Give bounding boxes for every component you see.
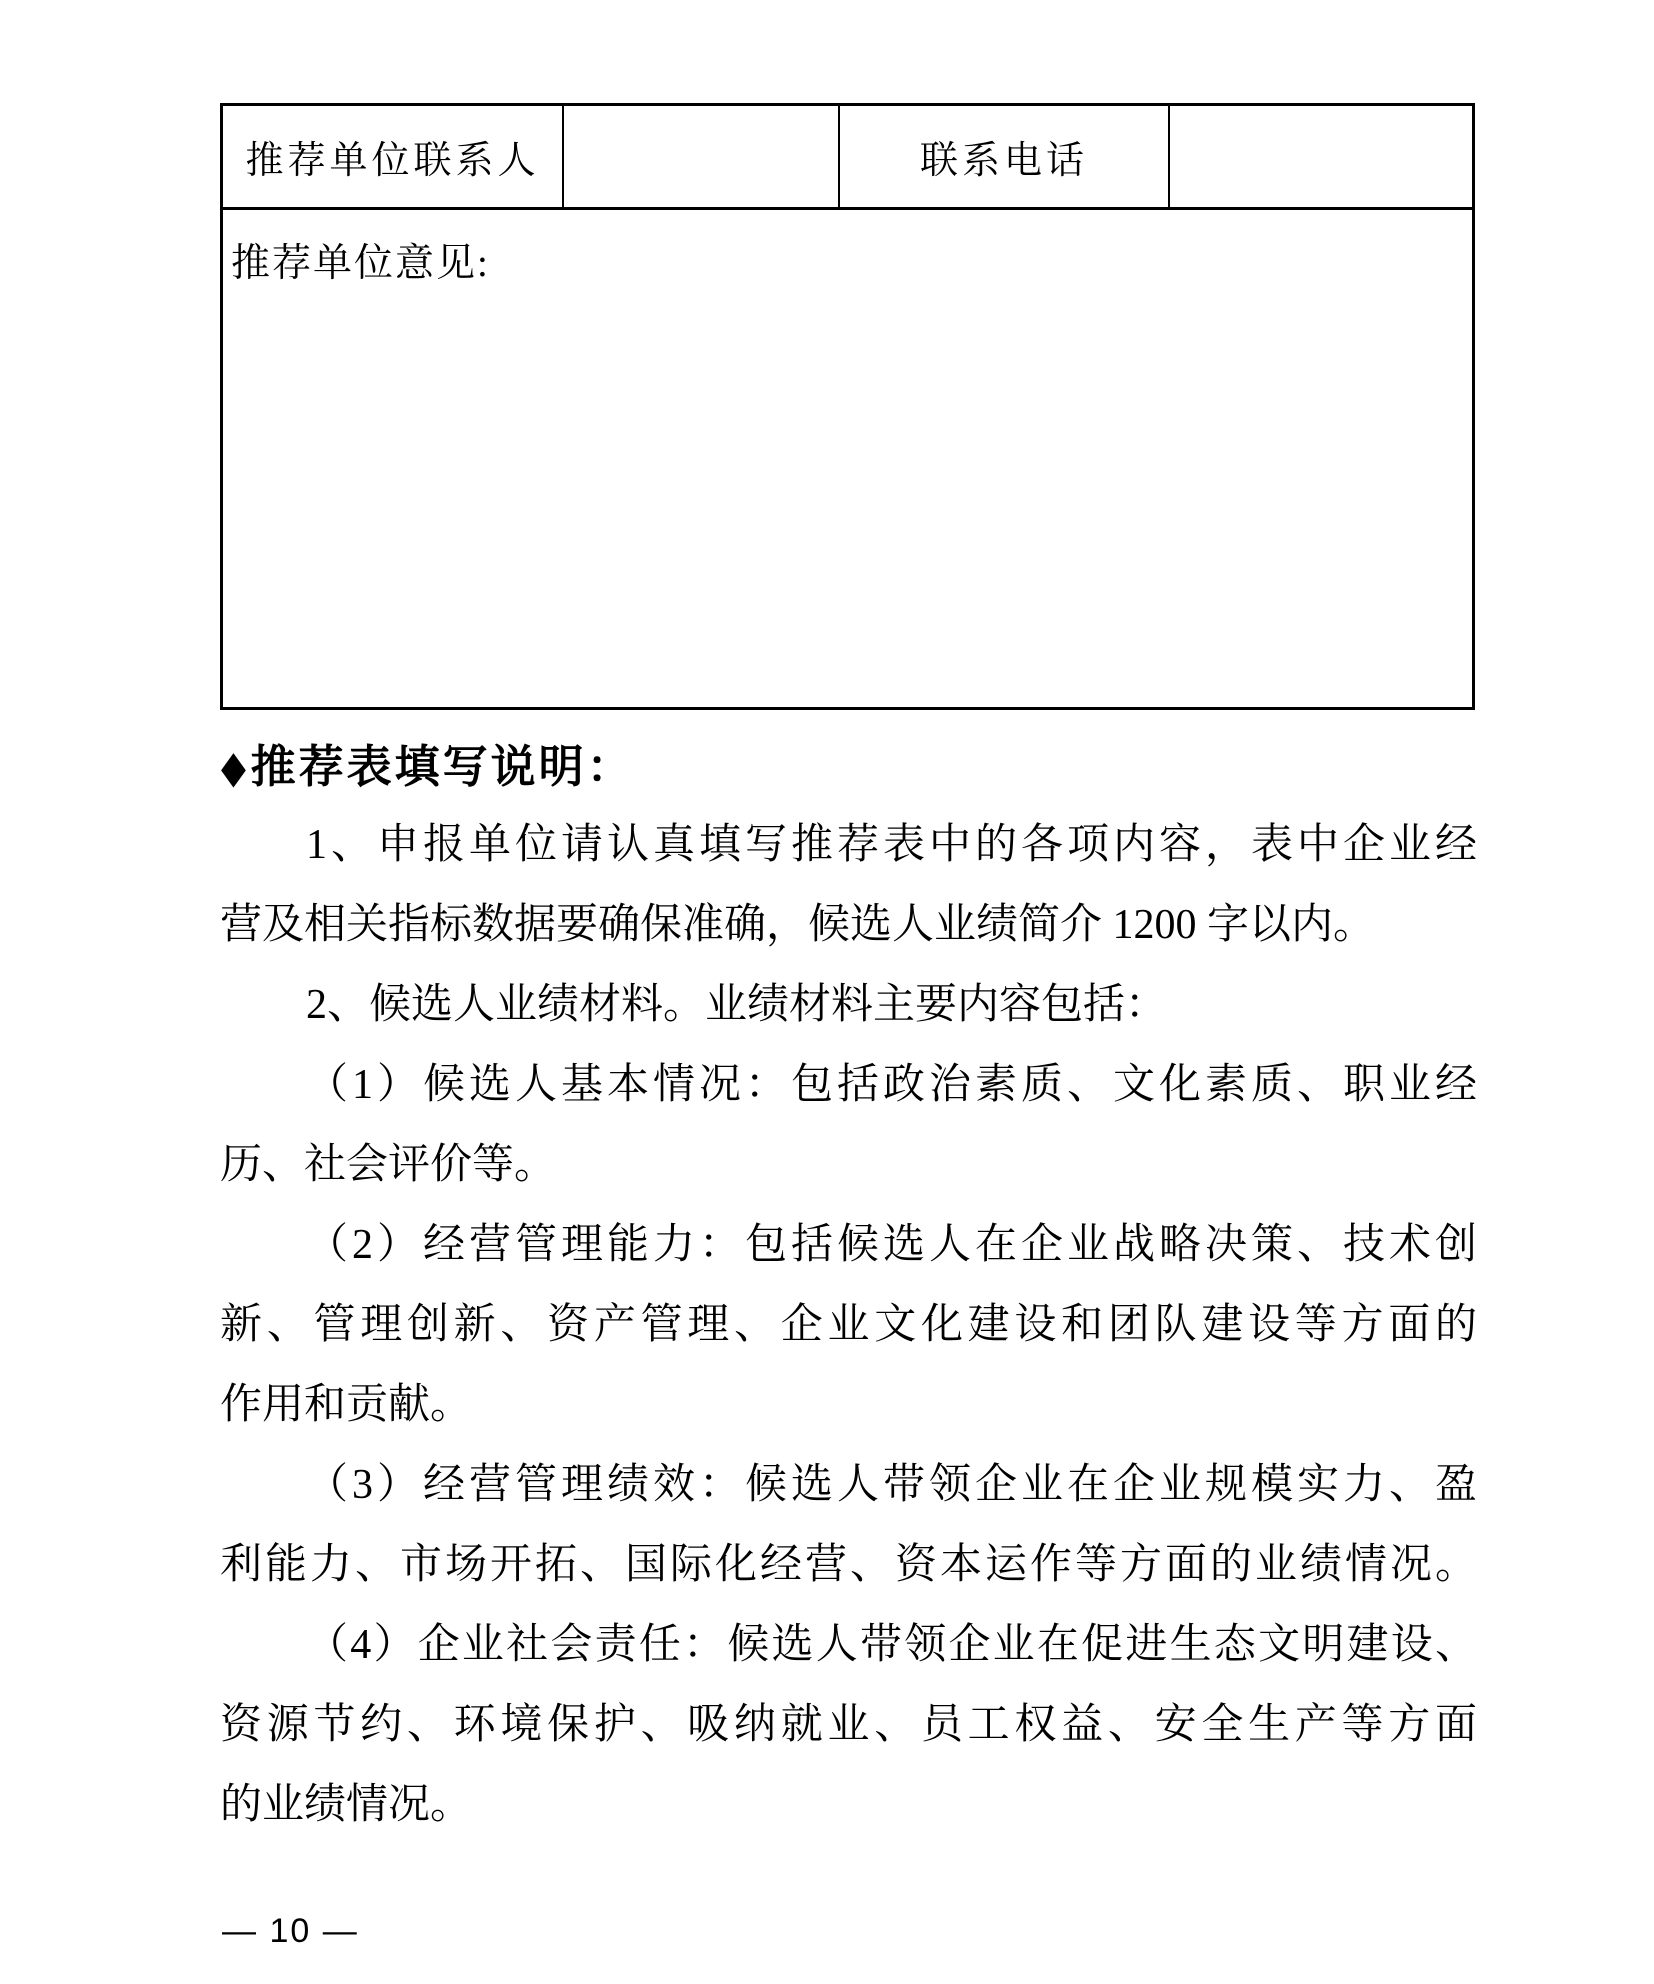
notes-heading-text: 推荐表填写说明： — [250, 742, 635, 792]
phone-value-cell — [1170, 106, 1472, 207]
contact-person-value-cell — [564, 106, 840, 207]
instruction-line: 2、候选人业绩材料。业绩材料主要内容包括： — [306, 982, 1168, 1028]
instruction-line: 作用和贡献。 — [220, 1382, 473, 1428]
instruction-line: 新、管理创新、资产管理、企业文化建设和团队建设等方面的 — [220, 1302, 1477, 1348]
notes-heading — [221, 730, 635, 795]
instruction-line: （4）企业社会责任：候选人带领企业在促进生态文明建设、 — [306, 1622, 1477, 1668]
phone-label-cell: 联系电话 — [840, 106, 1170, 207]
opinion-cell — [223, 210, 1472, 288]
contact-person-label-cell: 推荐单位联系人 — [223, 106, 564, 207]
diamond-bullet-icon: ◆ — [221, 742, 249, 792]
instruction-line: 的业绩情况。 — [220, 1782, 473, 1828]
recommendation-table — [220, 103, 1475, 710]
instruction-line: 利能力、市场开拓、国际化经营、资本运作等方面的业绩情况。 — [220, 1542, 1477, 1588]
instruction-line: 营及相关指标数据要确保准确，候选人业绩简介 1200 字以内。 — [220, 902, 1376, 948]
table-header-row — [223, 106, 1472, 210]
instruction-line: （1）候选人基本情况：包括政治素质、文化素质、职业经 — [306, 1062, 1477, 1108]
instruction-line: （2）经营管理能力：包括候选人在企业战略决策、技术创 — [306, 1222, 1477, 1268]
notes-body — [220, 805, 1477, 1845]
instruction-line: 历、社会评价等。 — [220, 1142, 557, 1188]
opinion-label: 推荐单位意见: — [231, 242, 490, 285]
instruction-line: （3）经营管理绩效：候选人带领企业在企业规模实力、盈 — [306, 1462, 1477, 1508]
instruction-line: 资源节约、环境保护、吸纳就业、员工权益、安全生产等方面 — [220, 1702, 1477, 1748]
page-number: — 10 — — [222, 1912, 359, 1950]
instruction-line: 1、申报单位请认真填写推荐表中的各项内容，表中企业经 — [306, 822, 1477, 868]
